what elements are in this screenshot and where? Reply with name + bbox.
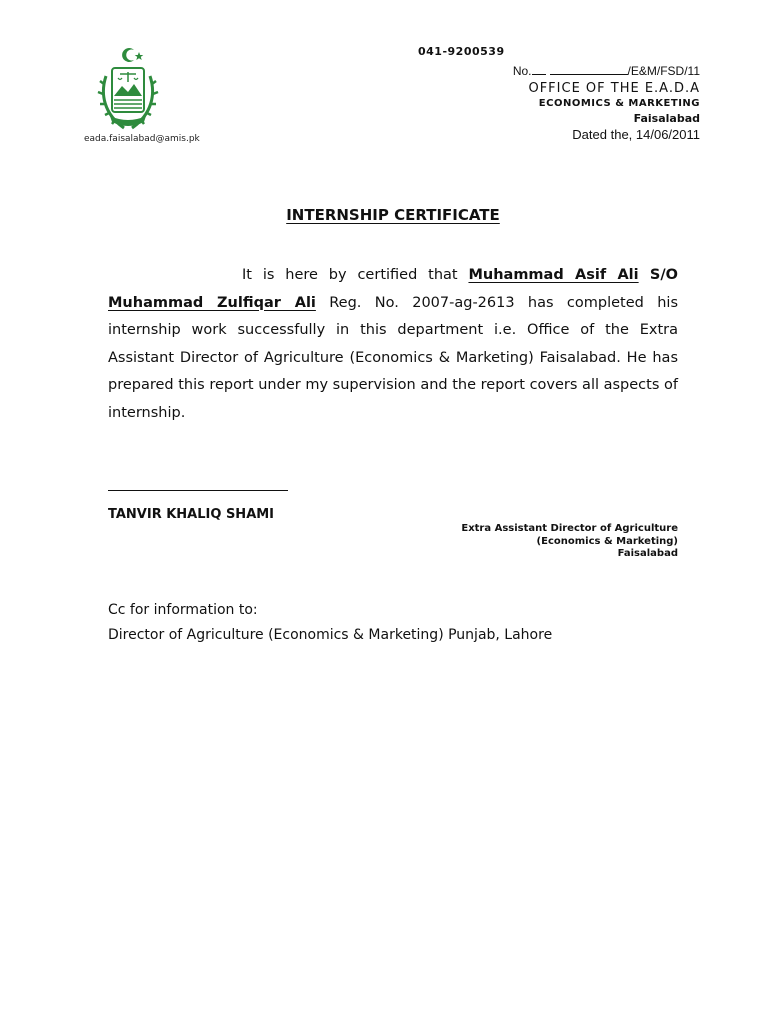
letter-date: Dated the, 14/06/2011 — [572, 127, 700, 142]
body-intro: It is here by certified that — [242, 267, 469, 283]
reference-number — [513, 64, 700, 78]
reference-suffix: /E&M/FSD/11 — [627, 64, 700, 78]
office-name: OFFICE OF THE E.A.D.A — [528, 81, 700, 96]
designation-line-1: Extra Assistant Director of Agriculture — [461, 523, 678, 534]
government-emblem-icon — [96, 44, 160, 136]
father-name: Muhammad Zulfiqar Ali — [108, 294, 316, 311]
certificate-title — [0, 206, 768, 224]
designation-line-3: Faisalabad — [617, 548, 678, 559]
reference-blank — [550, 64, 628, 75]
certificate-title-text: INTERNSHIP CERTIFICATE — [286, 206, 500, 224]
body-text: Reg. No. 2007-ag-2613 has completed his internship work successfully in this department i.e. Office of the Extra Assistant Director of Agriculture (Economics & Marketing) Faisalabad. He has prepared this report under my supervision and the report covers all aspects of internship. — [108, 294, 679, 421]
office-phone: 041-9200539 — [418, 45, 505, 58]
signatory-name: TANVIR KHALIQ SHAMI — [108, 507, 275, 522]
cc-recipient: Director of Agriculture (Economics & Marketing) Punjab, Lahore — [108, 627, 553, 643]
office-department: ECONOMICS & MARKETING — [538, 98, 700, 109]
designation-line-2: (Economics & Marketing) — [536, 535, 678, 547]
reference-blank-short — [532, 64, 546, 75]
signatory-designation — [461, 523, 678, 561]
reference-prefix: No. — [512, 64, 532, 78]
student-name: Muhammad Asif Ali — [468, 267, 639, 283]
relation-text: S/O — [638, 267, 678, 283]
certificate-body — [108, 262, 678, 427]
office-email: eada.faisalabad@amis.pk — [84, 134, 200, 144]
signature-line — [108, 490, 288, 491]
office-city: Faisalabad — [633, 112, 700, 125]
cc-label: Cc for information to: — [108, 602, 258, 618]
